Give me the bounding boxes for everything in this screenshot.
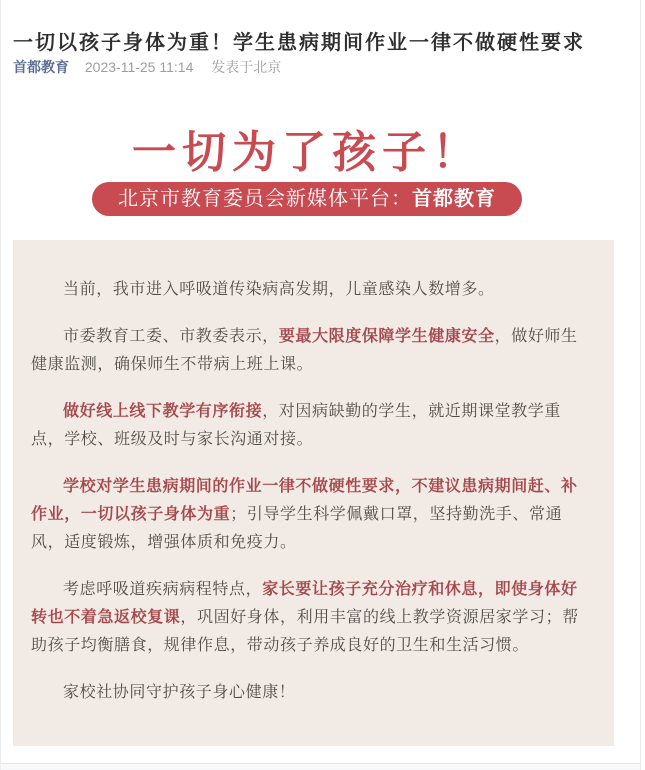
body-text: 当前，我市进入呼吸道传染病高发期，儿童感染人数增多。 [63, 281, 495, 298]
article-paragraph [31, 276, 594, 304]
body-text: ；引导学生科学佩戴口罩，坚持勤洗手、常通风，适度锻炼，增强体质和免疫力。 [31, 506, 563, 551]
body-text: ，做好师生健康监测，确保师生不带病上班上课。 [31, 328, 578, 373]
emphasis-text: 要最大限度保障学生健康安全 [278, 328, 495, 345]
publish-location: 发表于北京 [211, 59, 282, 75]
page-title: 一切以孩子身体为重！学生患病期间作业一律不做硬性要求 [13, 32, 585, 55]
article-paragraph [31, 398, 594, 454]
article-paragraph [31, 679, 594, 707]
article-paragraph [31, 576, 594, 660]
article-paragraph [31, 473, 594, 557]
emphasis-text: 学校对学生患病期间的作业一律不做硬性要求，不建议患病期间赶、补作业，一切以孩子身体为重 [31, 478, 578, 523]
ribbon-account: 首都教育 [412, 188, 496, 210]
account-name-link[interactable]: 首都教育 [13, 59, 69, 75]
emphasis-text: 做好线上线下教学有序衔接 [63, 403, 263, 420]
banner-image [1, 128, 613, 216]
article-paragraph [31, 323, 594, 379]
banner-headline: 一切为了孩子！ [132, 128, 482, 177]
window-bottom-edge [1, 763, 640, 770]
publish-datetime: 2023-11-25 11:14 [84, 59, 194, 75]
body-text: ，对因病缺勤的学生，就近期课堂教学重点，学校、班级及时与家长沟通对接。 [31, 403, 562, 448]
body-text: 市委教育工委、市教委表示， [63, 328, 279, 345]
banner-ribbon [92, 182, 522, 216]
ribbon-prefix: 北京市教育委员会新媒体平台： [118, 188, 412, 210]
byline [13, 59, 624, 75]
body-text: 考虑呼吸道疾病病程特点， [63, 581, 263, 598]
emphasis-text: 家长要让孩子充分治疗和休息，即使身体好转也不着急返校复课 [31, 581, 578, 626]
body-text: ，巩固好身体，利用丰富的线上教学资源居家学习；帮助孩子均衡膳食，规律作息，带动孩子养成良好的卫生和生活习惯。 [31, 609, 579, 654]
body-text: 家校社协同守护孩子身心健康！ [63, 684, 296, 701]
article-body [13, 240, 614, 746]
